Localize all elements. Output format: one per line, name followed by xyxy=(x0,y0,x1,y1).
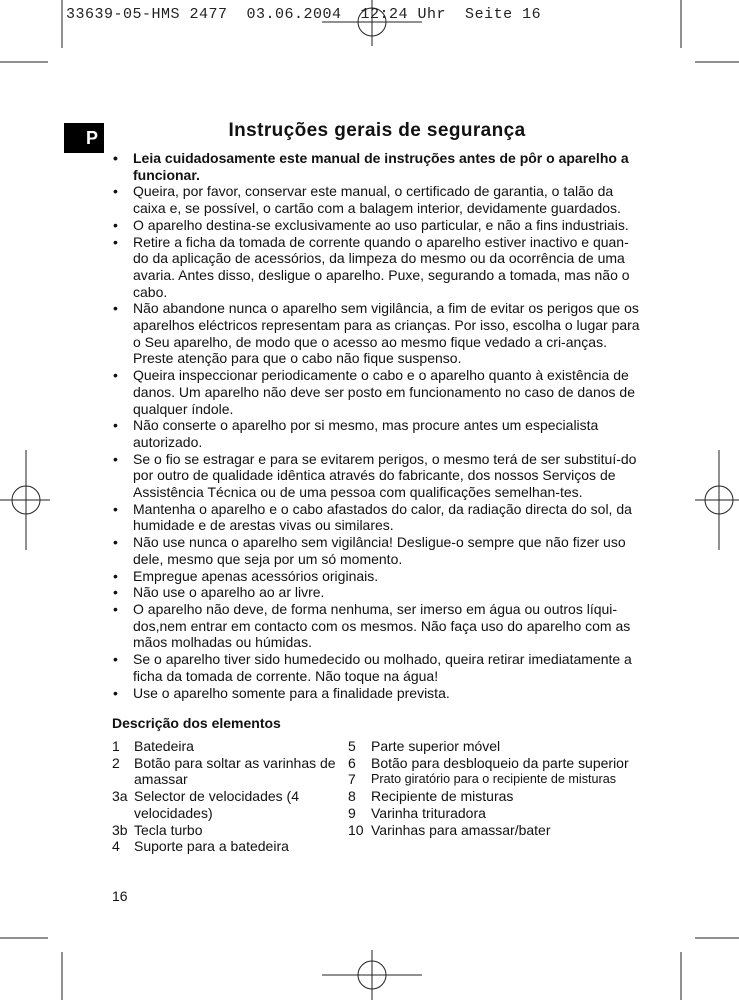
bullet-icon: • xyxy=(113,684,118,701)
bullet-icon: • xyxy=(113,534,118,551)
part-number: 6 xyxy=(348,754,356,771)
safety-item-text: Mantenha o aparelho e o cabo afastados do calor, da radiação directa do sol, da humidade e de arestas vivas ou similares. xyxy=(133,500,632,534)
part-item xyxy=(348,822,648,839)
part-label: Botão para desbloqueio da parte superior xyxy=(371,754,629,771)
parts-list-left xyxy=(112,738,342,855)
page-number: 16 xyxy=(112,888,128,904)
safety-item xyxy=(112,685,644,702)
part-item xyxy=(112,755,342,788)
part-number: 8 xyxy=(348,788,356,805)
safety-item-text: Queira, por favor, conservar este manual, o certificado de garantia, o talão da caixa e, se possível, o cartão com a balagem interior, devidamente guardados. xyxy=(133,183,621,217)
safety-item-text: Use o aparelho somente para a finalidade prevista. xyxy=(133,684,450,701)
part-number: 10 xyxy=(348,821,364,838)
bullet-icon: • xyxy=(113,216,118,233)
safety-item-text: Leia cuidadosamente este manual de instruções antes de pôr o aparelho a funcionar. xyxy=(133,150,629,183)
safety-item xyxy=(112,183,644,216)
safety-item xyxy=(112,234,644,301)
bullet-icon: • xyxy=(113,567,118,584)
safety-item-text: Queira inspeccionar periodicamente o cabo e o aparelho quanto à existência de danos. Um aparelho não deve ser posto em funcionamento no caso de danos de qualquer índole. xyxy=(133,367,635,417)
part-number: 3a xyxy=(112,788,128,805)
registration-mark-right xyxy=(695,450,739,550)
part-label: Selector de velocidades (4 velocidades) xyxy=(134,788,299,821)
part-number: 4 xyxy=(112,838,120,855)
safety-item xyxy=(112,367,644,417)
bullet-icon: • xyxy=(113,450,118,467)
part-item xyxy=(348,771,648,788)
part-label: Suporte para a batedeira xyxy=(134,838,289,855)
part-item xyxy=(348,788,648,805)
part-number: 5 xyxy=(348,738,356,754)
part-number: 3b xyxy=(112,821,128,838)
part-label: Botão para soltar as varinhas de amassar xyxy=(134,754,336,788)
part-label: Tecla turbo xyxy=(134,821,203,838)
safety-instructions-list xyxy=(112,150,644,701)
safety-item-text: Se o aparelho tiver sido humedecido ou molhado, queira retirar imediatamente a ficha da tomada de corrente. Não toque na água! xyxy=(133,651,632,684)
safety-item xyxy=(112,534,644,567)
part-item xyxy=(112,788,342,821)
bullet-icon: • xyxy=(113,584,118,601)
safety-item-text: O aparelho não deve, de forma nenhuma, ser imerso em água ou outros líqui-dos,nem entrar em contacto com os mesmos. Não faça uso do aparelho com as mãos molhadas ou húmidas. xyxy=(133,600,631,651)
part-label: Batedeira xyxy=(134,738,194,754)
safety-item xyxy=(112,568,644,585)
safety-item xyxy=(112,451,644,501)
safety-item xyxy=(112,584,644,601)
parts-heading: Descrição dos elementos xyxy=(112,715,281,731)
part-item xyxy=(348,755,648,772)
bullet-icon: • xyxy=(113,600,118,617)
part-label: Recipiente de misturas xyxy=(371,788,514,805)
safety-item-text: Empregue apenas acessórios originais. xyxy=(133,567,379,584)
safety-item-text: Se o fio se estragar e para se evitarem perigos, o mesmo terá de ser substituí-do por outro de qualidade idêntica através do fabricante, dos nossos Serviços de Assistência Técnica ou de uma pessoa com qualificações semelhan-tes. xyxy=(133,450,637,501)
bullet-icon: • xyxy=(113,500,118,517)
bullet-icon: • xyxy=(113,233,118,250)
bullet-icon: • xyxy=(113,300,118,317)
registration-mark-bottom xyxy=(322,950,422,1000)
safety-item xyxy=(112,501,644,534)
part-item xyxy=(348,805,648,822)
part-label: Prato giratório para o recipiente de misturas xyxy=(371,772,617,787)
part-number: 2 xyxy=(112,754,120,771)
language-tab: P xyxy=(64,123,104,153)
parts-list-right xyxy=(348,738,648,838)
part-item xyxy=(348,738,648,755)
safety-item xyxy=(112,300,644,367)
part-label: Varinha trituradora xyxy=(371,804,486,821)
registration-mark-left xyxy=(0,450,50,550)
bullet-icon: • xyxy=(113,651,118,668)
safety-item-text: Não abandone nunca o aparelho sem vigilância, a fim de evitar os perigos que os aparelhos eléctricos representam para as crianças. Por isso, escolha o lugar para o Seu aparelho, de modo que o acesso ao mesmo fique vedado a cri-anças. Preste atenção para que o cabo não fique suspenso. xyxy=(133,300,640,367)
safety-item xyxy=(112,217,644,234)
safety-item xyxy=(112,651,644,684)
part-number: 1 xyxy=(112,738,120,754)
part-label: Varinhas para amassar/bater xyxy=(371,821,551,838)
part-item xyxy=(112,738,342,755)
part-item xyxy=(112,822,342,839)
safety-item-text: O aparelho destina-se exclusivamente ao uso particular, e não a fins industriais. xyxy=(133,216,629,233)
part-item xyxy=(112,838,342,855)
safety-item-text: Não use nunca o aparelho sem vigilância! Desligue-o sempre que não fizer uso dele, mesmo que seja por um só momento. xyxy=(133,534,626,567)
bullet-icon: • xyxy=(113,367,118,384)
safety-item-text: Não conserte o aparelho por si mesmo, mas procure antes um especialista autorizado. xyxy=(133,417,599,450)
safety-item-text: Retire a ficha da tomada de corrente quando o aparelho estiver inactivo e quan-do da aplicação de acessórios, da limpeza do mesmo ou da ocorrência de uma avaria. Antes disso, desligue o aparelho. Puxe, segurando a tomada, mas não o cabo. xyxy=(133,233,630,300)
safety-item xyxy=(112,417,644,450)
part-number: 9 xyxy=(348,804,356,821)
bullet-icon: • xyxy=(113,417,118,434)
bullet-icon: • xyxy=(113,150,118,166)
bullet-icon: • xyxy=(113,183,118,200)
part-number: 7 xyxy=(348,771,356,788)
print-header: 33639-05-HMS 2477 03.06.2004 12:24 Uhr Seite 16 xyxy=(66,6,542,23)
safety-item xyxy=(112,150,644,183)
safety-item-text: Não use o aparelho ao ar livre. xyxy=(133,584,325,601)
part-label: Parte superior móvel xyxy=(371,738,501,754)
page-title: Instruções gerais de segurança xyxy=(228,120,526,141)
safety-item xyxy=(112,601,644,651)
